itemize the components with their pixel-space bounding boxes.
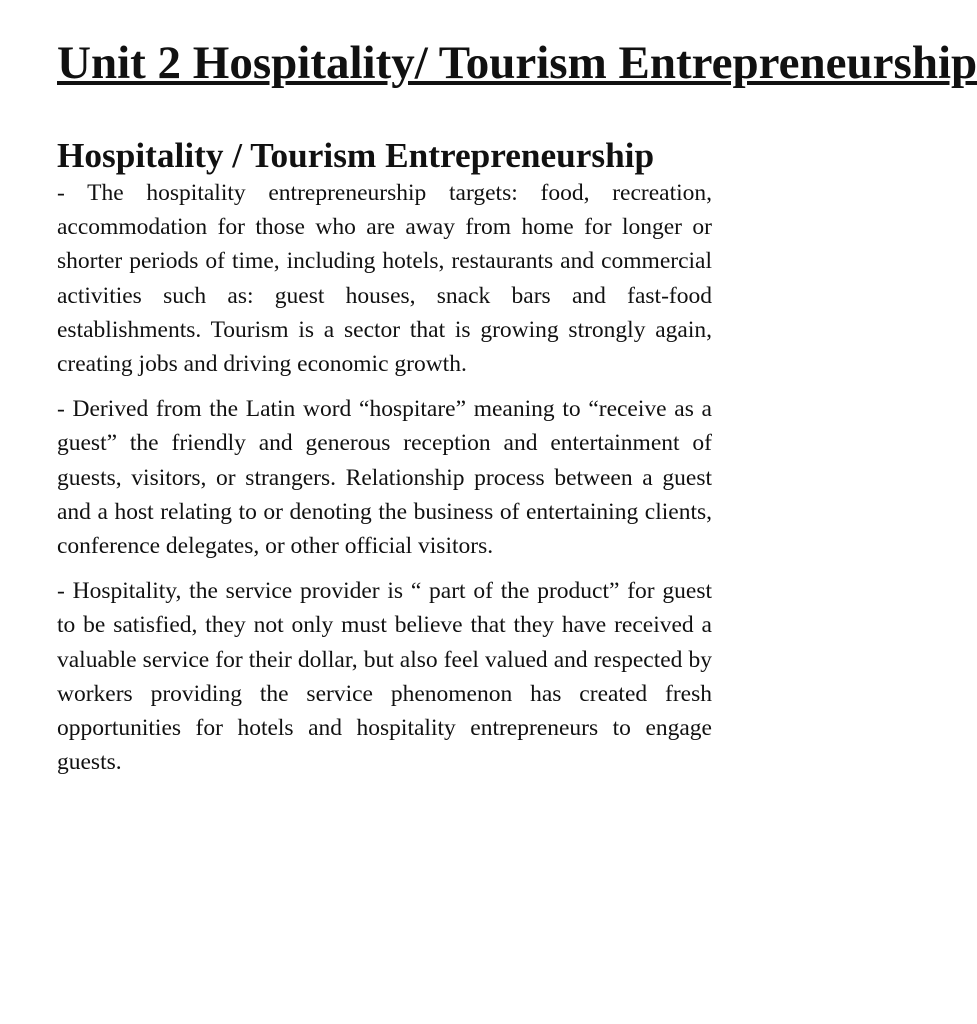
unit-title: Unit 2 Hospitality/ Tourism Entrepreneurship <box>57 37 977 89</box>
section-heading: Hospitality / Tourism Entrepreneurship <box>57 136 655 175</box>
document-page <box>57 37 977 779</box>
paragraph-hospitality-targets: - The hospitality entrepreneurship targets: food, recreation, accommodation for those who are away from home for longer or shorter periods of time, including hotels, restaurants and commercial activities such as: guest houses, snack bars and fast-food establishments. Tourism is a sector that is growing strongly again, creating jobs and driving economic growth. <box>57 180 712 378</box>
paragraph-service-provider: - Hospitality, the service provider is “ part of the product” for guest to be satisfied, they not only must believe that they have received a valuable service for their dollar, but also feel valued and respected by workers providing the service phenomenon has created fresh opportunities for hotels and hospitality entrepreneurs to engage guests. <box>57 578 712 776</box>
paragraph-latin-origin: - Derived from the Latin word “hospitare” meaning to “receive as a guest” the friendly and generous reception and entertainment of guests, visitors, or strangers. Relationship process between a guest and a host relating to or denoting the business of entertaining clients, conference delegates, or other official visitors. <box>57 396 712 560</box>
